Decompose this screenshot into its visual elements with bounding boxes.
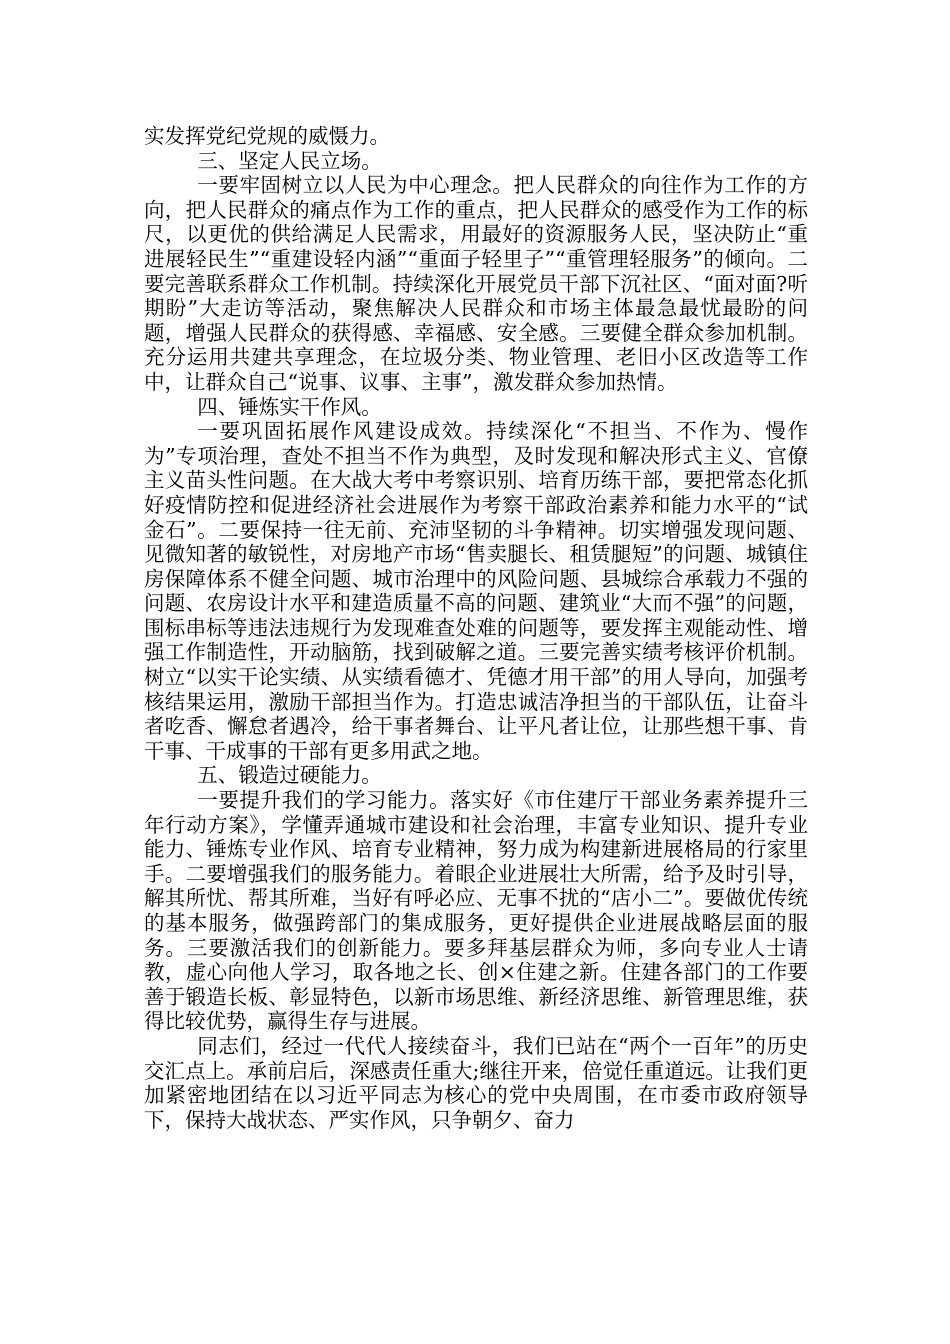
- paragraph-work-style: 一要巩固拓展作风建设成效。持续深化“不担当、不作为、慢作为”专项治理，查处不担当不作为典型，及时发现和解决形式主义、官僚主义苗头性问题。在大战大考中考察识别、培育历练干部，要把常态化抓好疫情防控和促进经济社会进展作为考察干部政治素养和能力水平的“试金石”。二要保持一往无前、充沛坚韧的斗争精神。切实增强发现问题、见微知著的敏锐性，对房地产市场“售卖腿长、租赁腿短”的问题、城镇住房保障体系不健全问题、城市治理中的风险问题、县城综合承载力不强的问题、农房设计水平和建造质量不高的问题、建筑业“大而不强”的问题，围标串标等违法违规行为发现难查处难的问题等，要发挥主观能动性、增强工作制造性，开动脑筋，找到破解之道。三要完善实绩考核评价机制。树立“以实干论实绩、从实绩看德才、凭德才用干部”的用人导向，加强考核结果运用，激励干部担当作为。打造忠诚洁净担当的干部队伍，让奋斗者吃香、懈怠者遇冷，给干事者舞台、让平凡者让位，让那些想干事、肯干事、干成事的干部有更多用武之地。: [144, 419, 808, 763]
- document-body: [144, 124, 808, 1132]
- paragraph-continuation: 实发挥党纪党规的威慑力。: [144, 124, 390, 148]
- paragraph-closing: 同志们，经过一代代人接续奋斗，我们已站在“两个一百年”的历史交汇点上。承前启后，深感责任重大;继往开来，倍觉任重道远。让我们更加紧密地团结在以习近平同志为核心的党中央周围，在市委市政府领导下，保持大战状态、严实作风，只争朝夕、奋力: [144, 1033, 808, 1132]
- section-heading-4: 四、锤炼实干作风。: [197, 394, 382, 419]
- section-heading-3: 三、坚定人民立场。: [197, 148, 382, 173]
- section-heading-5: 五、锻造过硬能力。: [197, 763, 382, 788]
- paragraph-people-stance: 一要牢固树立以人民为中心理念。把人民群众的向往作为工作的方向，把人民群众的痛点作为工作的重点，把人民群众的感受作为工作的标尺，以更优的供给满足人民需求，用最好的资源服务人民，坚决防止“重进展轻民生”“重建设轻内涵”“重面子轻里子”“重管理轻服务”的倾向。二要完善联系群众工作机制。持续深化开展党员干部下沉社区、“面对面?听期盼”大走访等活动，聚焦解决人民群众和市场主体最急最忧最盼的问题，增强人民群众的获得感、幸福感、安全感。三要健全群众参加机制。充分运用共建共享理念，在垃圾分类、物业管理、老旧小区改造等工作中，让群众自己“说事、议事、主事”，激发群众参加热情。: [144, 173, 808, 394]
- paragraph-capability: 一要提升我们的学习能力。落实好《市住建厅干部业务素养提升三年行动方案》，学懂弄通城市建设和社会治理，丰富专业知识、提升专业能力、锤炼专业作风、培育专业精神，努力成为构建新进展格局的行家里手。二要增强我们的服务能力。着眼企业进展壮大所需，给予及时引导，解其所忧、帮其所难，当好有呼必应、无事不扰的“店小二”。要做优传统的基本服务，做强跨部门的集成服务，更好提供企业进展战略层面的服务。三要激活我们的创新能力。要多拜基层群众为师，多向专业人士请教，虚心向他人学习，取各地之长、创×住建之新。住建各部门的工作要善于锻造长板、彰显特色，以新市场思维、新经济思维、新管理思维，获得比较优势，赢得生存与进展。: [144, 788, 808, 1034]
